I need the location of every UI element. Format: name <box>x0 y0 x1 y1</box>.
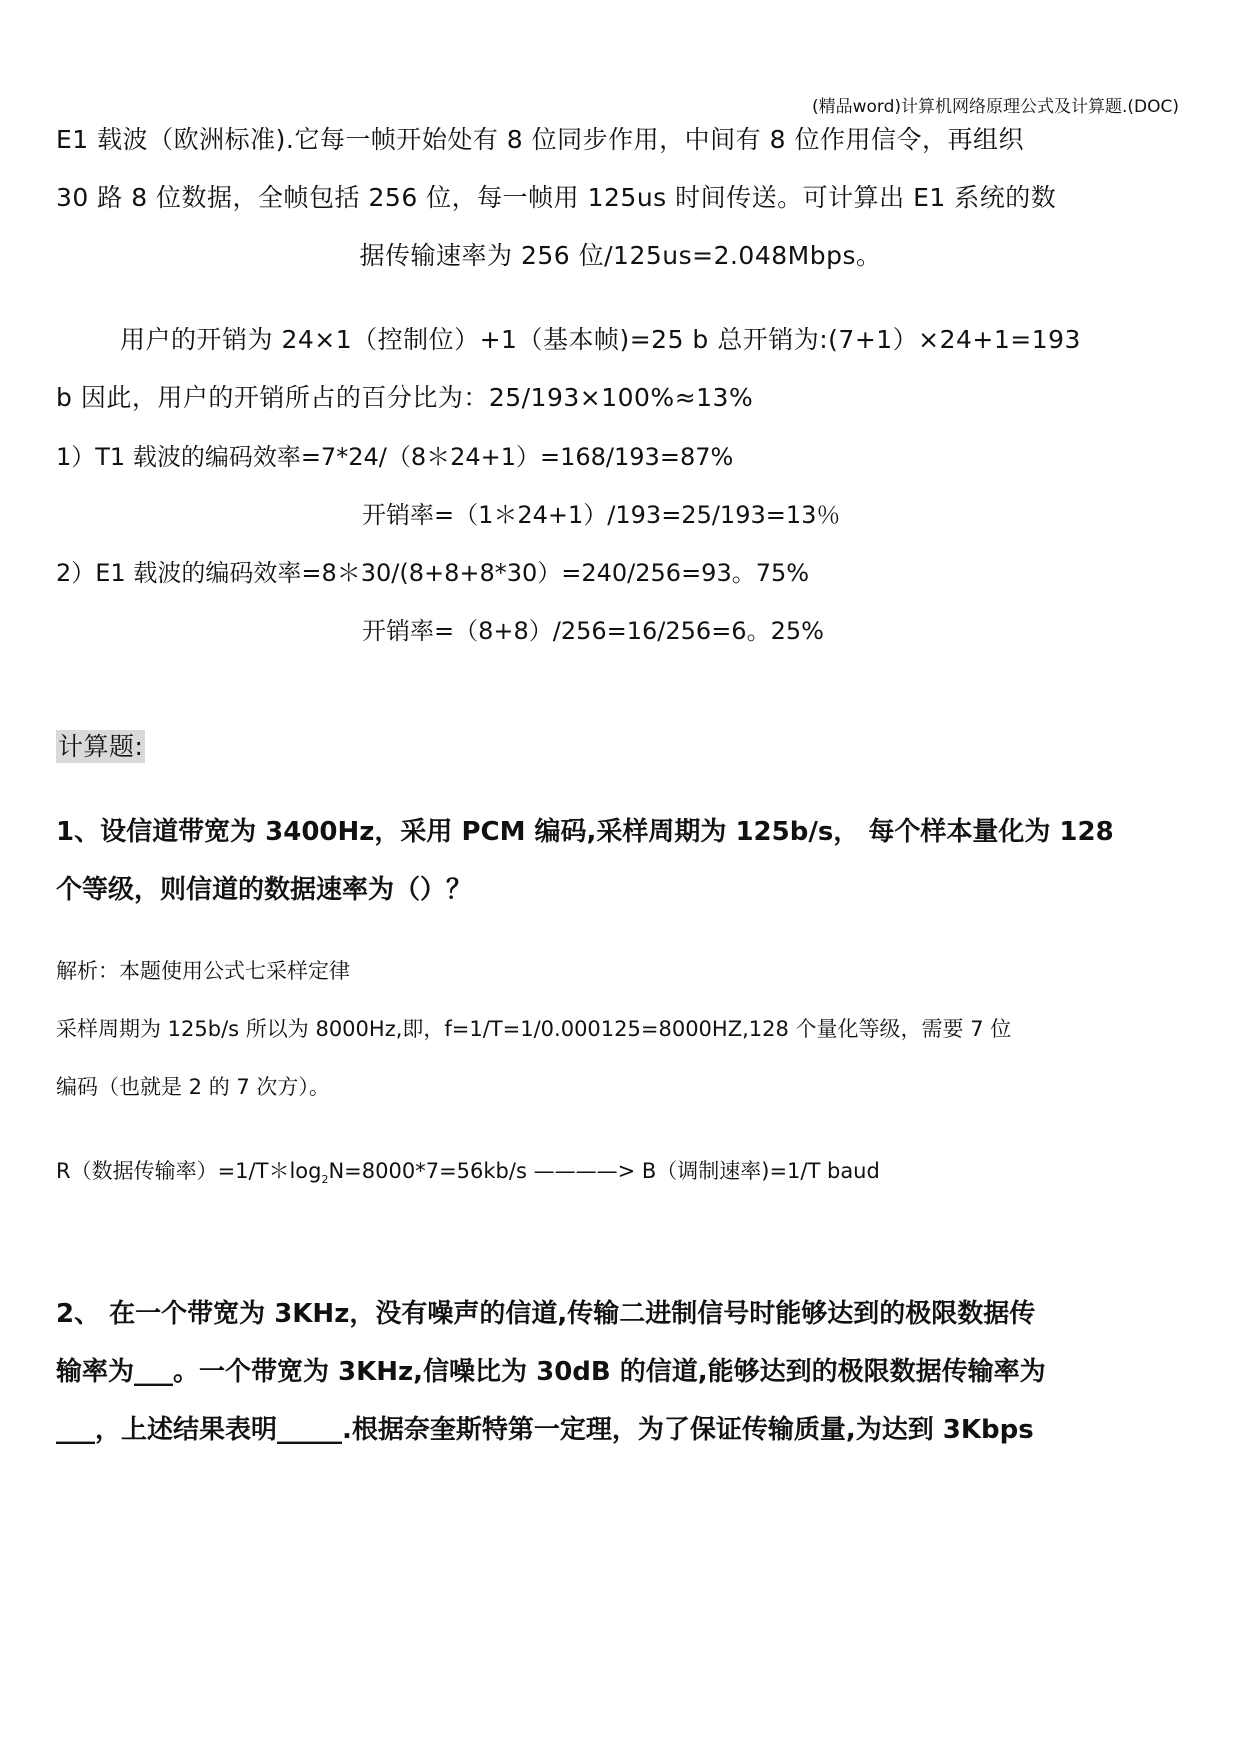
section-title: 计算题: <box>58 732 144 761</box>
question1-line1: 1、设信道带宽为 3400Hz，采用 PCM 编码,采样周期为 125b/s， 每个样本量化为 128 <box>56 817 1114 847</box>
question2-line3: ___，上述结果表明_____.根据奈奎斯特第一定理，为了保证传输质量,为达到 3Kbps <box>56 1415 1034 1445</box>
para1-line2: 30 路 8 位数据，全帧包括 256 位，每一帧用 125us 时间传送。可计算出 E1 系统的数 <box>56 183 1057 212</box>
analysis-formula <box>56 1155 880 1186</box>
formula-subscript: 2 <box>321 1173 329 1187</box>
document-header: (精品word)计算机网络原理公式及计算题.(DOC) <box>811 97 1179 117</box>
para1-line1: E1 载波（欧洲标准).它每一帧开始处有 8 位同步作用，中间有 8 位作用信令，再组织 <box>56 125 1024 154</box>
t1-efficiency: 1）T1 载波的编码效率=7*24/（8＊24+1）=168/193=87% <box>56 443 734 471</box>
e1-efficiency: 2）E1 载波的编码效率=8＊30/(8+8+8*30）=240/256=93。75% <box>56 559 810 587</box>
formula-part1: R（数据传输率）=1/T＊log <box>56 1159 322 1183</box>
t1-overhead: 开销率=（1＊24+1）/193=25/193=13％ <box>362 501 841 529</box>
analysis-line2: 采样周期为 125b/s 所以为 8000Hz,即，f=1/T=1/0.000125=8000HZ,128 个量化等级，需要 7 位 <box>56 1017 1012 1041</box>
para2-line1: 用户的开销为 24×1（控制位）+1（基本帧)=25 b 总开销为:(7+1）×24+1=193 <box>120 325 1081 354</box>
para1-line3: 据传输速率为 256 位/125us=2.048Mbps。 <box>359 241 882 270</box>
analysis-line1: 解析：本题使用公式七采样定律 <box>56 959 350 983</box>
question2-line1: 2、 在一个带宽为 3KHz，没有噪声的信道,传输二进制信号时能够达到的极限数据传 <box>56 1299 1036 1329</box>
para2-line2: b 因此，用户的开销所占的百分比为：25/193×100%≈13% <box>56 383 754 412</box>
question2-line2: 输率为___。一个带宽为 3KHz,信噪比为 30dB 的信道,能够达到的极限数据传输率为 <box>56 1357 1046 1387</box>
e1-overhead: 开销率=（8+8）/256=16/256=6。25% <box>362 617 824 645</box>
formula-part2: N=8000*7=56kb/s ————> B（调制速率)=1/T baud <box>328 1159 880 1183</box>
analysis-line3: 编码（也就是 2 的 7 次方）。 <box>56 1075 330 1099</box>
question1-line2: 个等级，则信道的数据速率为（）？ <box>56 875 473 905</box>
